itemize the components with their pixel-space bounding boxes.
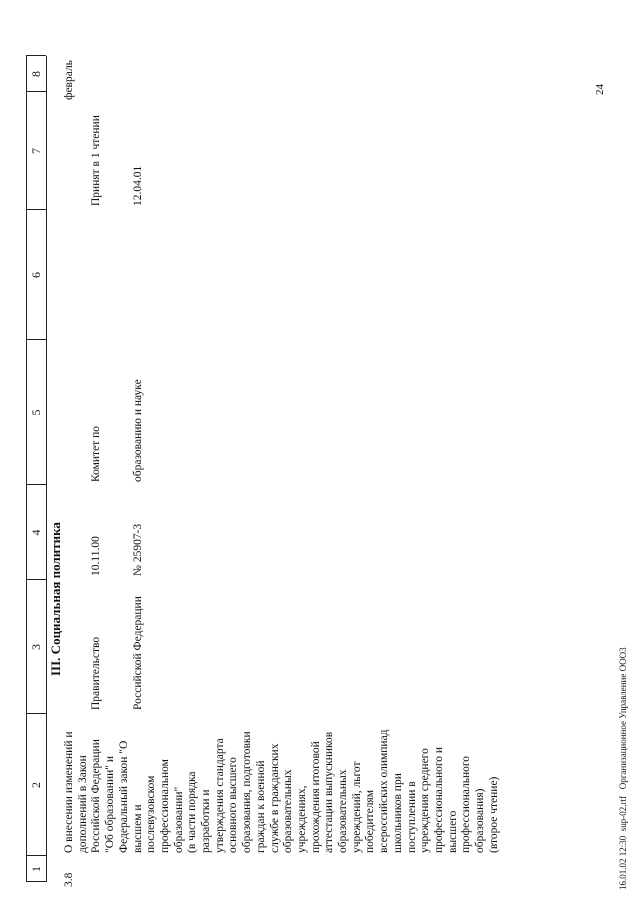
status-line: Принят в 1 чтении xyxy=(90,115,103,206)
bill-title-line: О внесении изменений и xyxy=(63,731,75,853)
bill-title-line: профессиональном xyxy=(158,759,171,853)
page-number: 24 xyxy=(594,84,606,95)
row-number: 3.8 xyxy=(63,872,75,887)
bill-title-line: образовании" xyxy=(172,786,185,853)
bill-title-line: учреждений, льгот xyxy=(350,761,363,853)
bill-title-line: профессионального xyxy=(460,755,473,853)
bill-title-block xyxy=(63,729,502,853)
bill-title-line: высшего xyxy=(446,810,459,853)
bill-title-line: утверждения стандарта xyxy=(213,738,226,853)
bill-title-line: службе в гражданских xyxy=(268,743,281,853)
column-number-1: 1 xyxy=(29,866,43,872)
bill-title-line: образования) xyxy=(474,788,487,853)
initiator xyxy=(63,596,173,710)
bill-title-line: Российской Федерации xyxy=(90,739,103,853)
committee-line: Комитет по xyxy=(90,426,103,482)
planned-month: февраль xyxy=(63,60,75,100)
date-line: 10.11.00 xyxy=(90,536,103,576)
registration-number: № 25907-3 xyxy=(131,523,144,576)
column-number-3: 3 xyxy=(29,644,43,650)
bill-title-line: всероссийских олимпиад xyxy=(378,729,391,853)
bill-title-line: "Об образовании" и xyxy=(104,756,117,853)
column-number-8: 8 xyxy=(29,71,43,77)
responsible-committee xyxy=(63,379,173,482)
column-number-2: 2 xyxy=(29,782,43,788)
bill-title-line: школьников при xyxy=(391,773,404,853)
bill-title-line: (в части порядка xyxy=(186,771,199,853)
bill-title-line: образования, подготовки xyxy=(241,731,254,853)
bill-title-line: дополнений в Закон xyxy=(76,755,89,853)
column-number-6: 6 xyxy=(29,272,43,278)
bill-title-line: послевузовском xyxy=(145,775,158,853)
initiator-line: Российской Федерации xyxy=(131,596,144,710)
committee-line: образованию и науке xyxy=(131,379,144,482)
bill-title-line: поступлении в xyxy=(405,781,418,853)
status-line: 12.04.01 xyxy=(131,165,144,206)
bill-title-line: высшем и xyxy=(131,804,144,853)
bill-title-line: образовательных xyxy=(282,769,295,853)
bill-status xyxy=(63,115,173,206)
bill-title-line: победителям xyxy=(364,790,377,853)
section-title: III. Социальная политика xyxy=(48,522,63,676)
bill-title-line: граждан к военной xyxy=(254,760,267,853)
footer-file-info: 16.01.02 12:30 sup-02.rtf Организационное Управление ООО3 xyxy=(618,647,628,890)
column-number-4: 4 xyxy=(29,529,43,536)
column-number-5: 5 xyxy=(29,409,43,416)
bill-title-line: основного высшего xyxy=(227,757,240,853)
bill-title-line: учреждениях, xyxy=(295,785,308,853)
bill-title-line: профессионального и xyxy=(432,746,445,853)
bill-title-line: прохождения итоговой xyxy=(309,741,322,853)
bill-title-line: учреждения среднего xyxy=(419,748,432,853)
bill-title-line: (второе чтение) xyxy=(487,776,500,853)
registration-date xyxy=(63,524,173,576)
initiator-line: Правительство xyxy=(90,636,103,710)
bill-title-line: разработки и xyxy=(200,789,213,853)
bill-title-line: аттестации выпускников xyxy=(323,731,336,853)
bill-title-line: Федеральный закон "О xyxy=(117,740,130,853)
table-header-bottom-border xyxy=(46,56,47,882)
column-number-7: 7 xyxy=(29,148,43,154)
bill-title-line: образовательных xyxy=(337,769,350,853)
